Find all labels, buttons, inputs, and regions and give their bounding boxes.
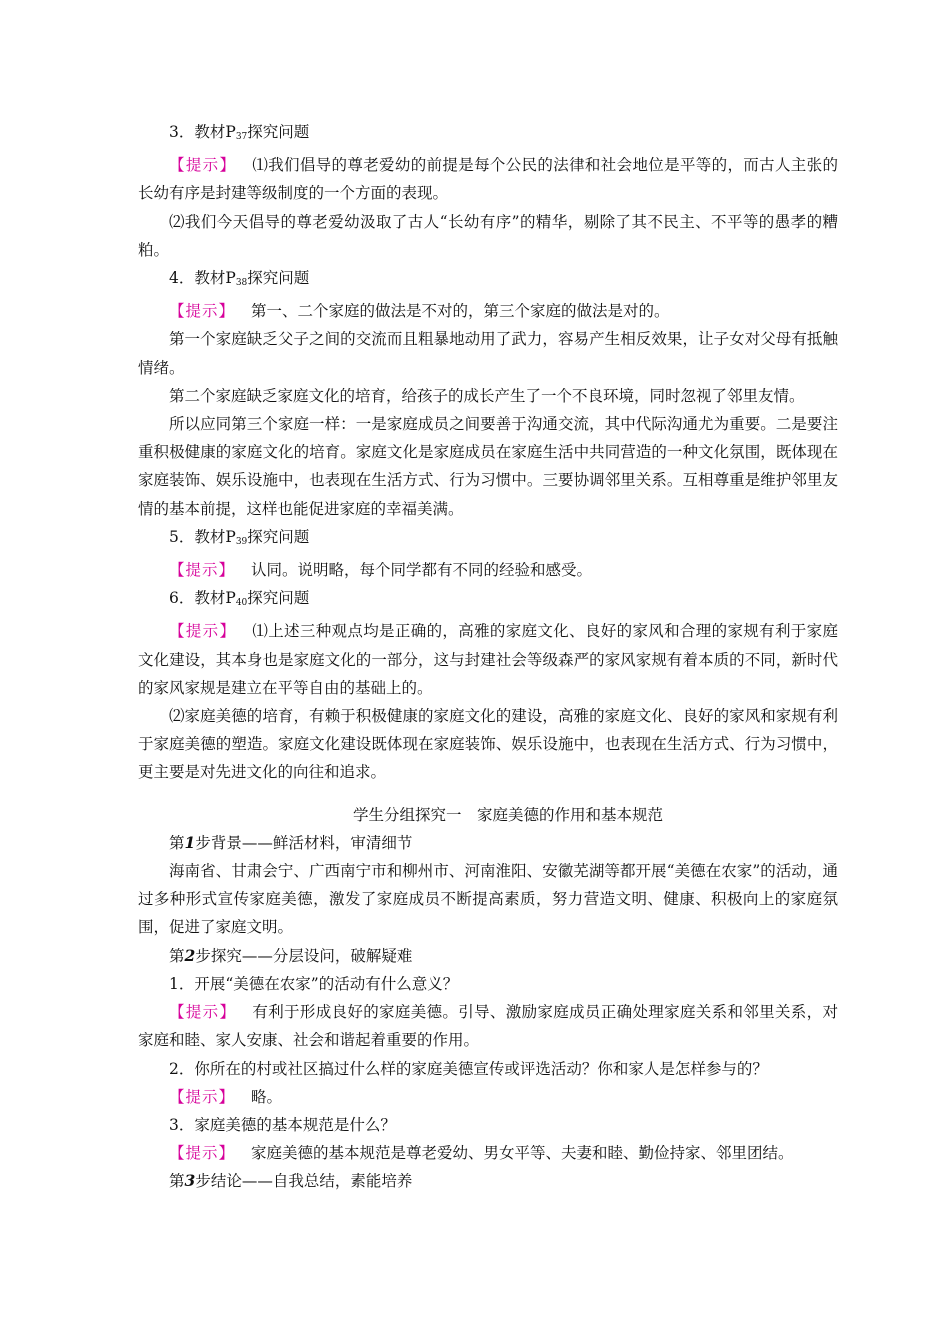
hint-label: 【提示】 xyxy=(169,302,236,321)
item-heading-3: 3．教材$P_{37}$探究问题 xyxy=(169,123,310,142)
question-1: 1．开展“美德在农家”的活动有什么意义？ xyxy=(169,974,459,993)
item-heading-4: 4．教材$P_{38}$探究问题 xyxy=(169,269,310,289)
hint-paragraph: 【提示】 ⑴上述三种观点均是正确的，高雅的家庭文化、良好的家风和合理的家规有利于家庭文化建设，其本身也是家庭文化的一部分，这与封建社会等级森严的家风家规有着本质的不同，新时代的家风家规是建立在平等自由的基础上的。 xyxy=(138,622,838,697)
section-title: 学生分组探究一 家庭美德的作用和基本规范 xyxy=(352,805,663,824)
hint-label: 【提示】 xyxy=(169,156,237,175)
answer-paragraph: 第一个家庭缺乏父子之间的交流而且粗暴地动用了武力，容易产生相反效果，让子女对父母有抵触情绪。 xyxy=(138,330,838,377)
hint-label: 【提示】 xyxy=(169,561,236,580)
question-3: 3．家庭美德的基本规范是什么？ xyxy=(169,1115,396,1134)
hint-paragraph: 【提示】 有利于形成良好的家庭美德。引导、激励家庭成员正确处理家庭关系和邻里关系，对家庭和睦、家人安康、社会和谐起着重要的作用。 xyxy=(138,1003,838,1050)
answer-paragraph: ⑵家庭美德的培育，有赖于积极健康的家庭文化的建设，高雅的家庭文化、良好的家风和家规有利于家庭美德的塑造。家庭文化建设既体现在家庭装饰、娱乐设施中，也表现在生活方式、行为习惯中，更主要是对先进文化的向往和追求。 xyxy=(138,707,838,782)
hint-paragraph: 【提示】 家庭美德的基本规范是尊老爱幼、男女平等、夫妻和睦、勤俭持家、邻里团结。 xyxy=(169,1144,794,1163)
item-heading-6: 6．教材$P_{40}$探究问题 xyxy=(169,589,310,609)
item-heading-5: 5．教材$P_{39}$探究问题 xyxy=(169,527,310,547)
hint-paragraph: 【提示】 认同。说明略，每个同学都有不同的经验和感受。 xyxy=(169,561,593,580)
step-heading-1: 第1步背景——鲜活材料，审清细节 xyxy=(169,832,413,852)
step-heading-3: 第3步结论——自我总结，素能培养 xyxy=(169,1171,413,1191)
answer-paragraph: 第二个家庭缺乏家庭文化的培育，给孩子的成长产生了一个不良环境，同时忽视了邻里友情。 xyxy=(169,386,805,405)
hint-paragraph: 【提示】 ⑴我们倡导的尊老爱幼的前提是每个公民的法律和社会地位是平等的，而古人主张的长幼有序是封建等级制度的一个方面的表现。 xyxy=(138,156,838,203)
hint-paragraph: 【提示】 略。 xyxy=(169,1087,283,1106)
question-2: 2．你所在的村或社区搞过什么样的家庭美德宣传或评选活动？你和家人是怎样参与的？ xyxy=(169,1059,768,1078)
background-material: 海南省、甘肃会宁、广西南宁市和柳州市、河南淮阳、安徽芜湖等都开展“美德在农家”的活动，通过多种形式宣传家庭美德，激发了家庭成员不断提高素质，努力营造文明、健康、积极向上的家庭氛围，促进了家庭文明。 xyxy=(138,862,838,937)
hint-paragraph: 【提示】 第一、二个家庭的做法是不对的，第三个家庭的做法是对的。 xyxy=(169,302,670,321)
hint-label: 【提示】 xyxy=(169,1003,237,1022)
answer-paragraph: 所以应同第三个家庭一样：一是家庭成员之间要善于沟通交流，其中代际沟通尤为重要。二是要注重积极健康的家庭文化的培育。家庭文化是家庭成员在家庭生活中共同营造的一种文化氛围，既体现在家庭装饰、娱乐设施中，也表现在生活方式、行为习惯中。三要协调邻里关系。互相尊重是维护邻里友情的基本前提，这样也能促进家庭的幸福美满。 xyxy=(138,415,838,518)
hint-label: 【提示】 xyxy=(169,622,237,641)
hint-label: 【提示】 xyxy=(169,1144,236,1163)
step-heading-2: 第2步探究——分层设问，破解疑难 xyxy=(169,945,413,965)
answer-paragraph: ⑵我们今天倡导的尊老爱幼汲取了古人“长幼有序”的精华，剔除了其不民主、不平等的愚孝的糟粕。 xyxy=(138,212,838,259)
hint-label: 【提示】 xyxy=(169,1087,236,1106)
document-page xyxy=(138,118,838,1196)
